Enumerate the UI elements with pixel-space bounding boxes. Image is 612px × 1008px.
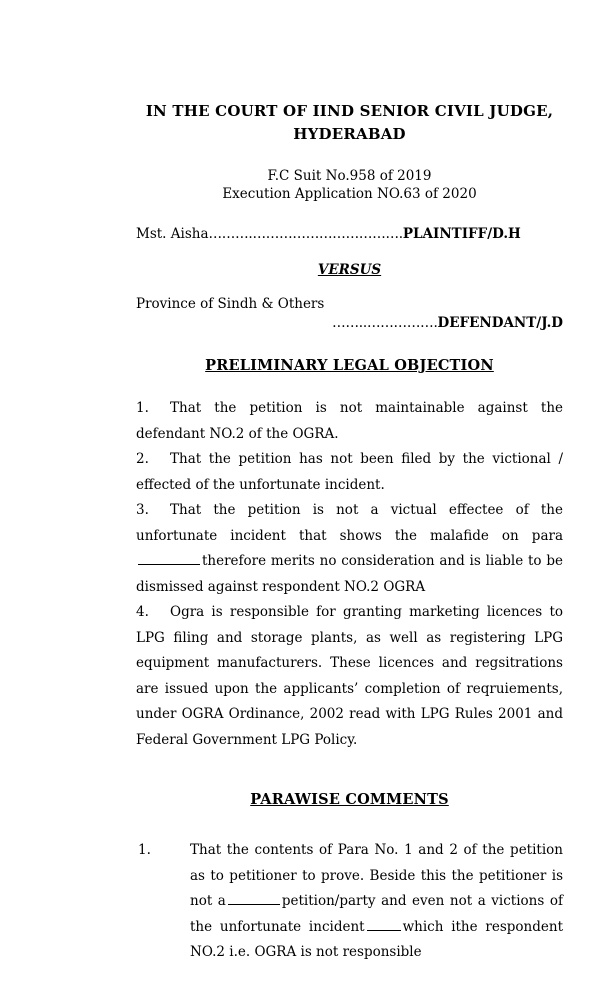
- document-text-column: [136, 100, 563, 966]
- objection-number: 3.: [136, 502, 149, 518]
- parawise-text-segment-3: which ithe respondent NO.2 i.e. OGRA is not responsible: [190, 918, 563, 960]
- plaintiff-role: PLAINTIFF/D.H: [402, 226, 521, 242]
- court-title-line-1: IN THE COURT OF IIND SENIOR CIVIL JUDGE,: [145, 102, 554, 120]
- plaintiff-dot-leader: ……….…………………………….: [208, 226, 403, 242]
- objection-text: Ogra is responsible for granting marketing licences to LPG filing and storage plants, as well as registering LPG equipment manufacturers. These licences and regsitrations are issued upon the applicants’ completion of reqruiements, under OGRA Ordinance, 2002 read with LPG Rules 2001 and Federal Government LPG Policy.: [136, 604, 563, 748]
- defendant-role: DEFENDANT/J.D: [437, 315, 563, 331]
- objection-text: That the petition is not maintainable against the defendant NO.2 of the OGRA.: [136, 400, 563, 442]
- objection-text-before-blank: That the petition is not a victual effectee of the unfortunate incident that shows the malafide on para: [136, 502, 563, 544]
- objection-item: [136, 600, 563, 753]
- objection-number: 1.: [136, 400, 149, 416]
- objection-item: [136, 498, 563, 600]
- fill-in-blank: [228, 893, 280, 905]
- preliminary-objections-list: [136, 396, 563, 753]
- parawise-comments-list: [136, 838, 563, 966]
- objection-item: [136, 447, 563, 498]
- heading-parawise-comments: PARAWISE COMMENTS: [250, 791, 449, 808]
- versus-label: VERSUS: [317, 262, 382, 278]
- fill-in-blank: [367, 918, 401, 930]
- parawise-text-segment-2: petition/party and even not a victions of the unfortunate incident: [190, 893, 563, 935]
- court-title: [136, 100, 563, 146]
- case-reference-block: [136, 167, 563, 203]
- objection-item: [136, 396, 563, 447]
- objection-text: That the petition has not been filed by the victional / effected of the unfortunate incident.: [136, 451, 563, 493]
- court-title-line-2: HYDERABAD: [293, 125, 406, 143]
- plaintiff-name: Mst. Aisha: [136, 226, 209, 242]
- objection-number: 2.: [136, 451, 149, 467]
- objection-text-after-blank: therefore merits no consideration and is liable to be dismissed against respondent NO.2 OGRA: [136, 553, 563, 595]
- defendant-dot-leader: ……..…………….: [332, 315, 438, 331]
- heading-preliminary-legal-objection: PRELIMINARY LEGAL OBJECTION: [205, 357, 494, 374]
- objection-number: 4.: [136, 604, 149, 620]
- case-suit-number: F.C Suit No.958 of 2019: [267, 168, 432, 184]
- parawise-number: 1.: [138, 842, 151, 858]
- parawise-text-segment-1: That the contents of Para No. 1 and 2 of the petition as to petitioner to prove. Beside this the petitioner is not a: [190, 842, 563, 909]
- parawise-item: [136, 838, 563, 966]
- defendant-name: Province of Sindh & Others: [136, 296, 325, 312]
- fill-in-blank: [138, 553, 200, 565]
- case-execution-application-number: Execution Application NO.63 of 2020: [222, 186, 477, 202]
- plaintiff-line: [136, 225, 563, 244]
- defendant-role-line: [136, 314, 563, 333]
